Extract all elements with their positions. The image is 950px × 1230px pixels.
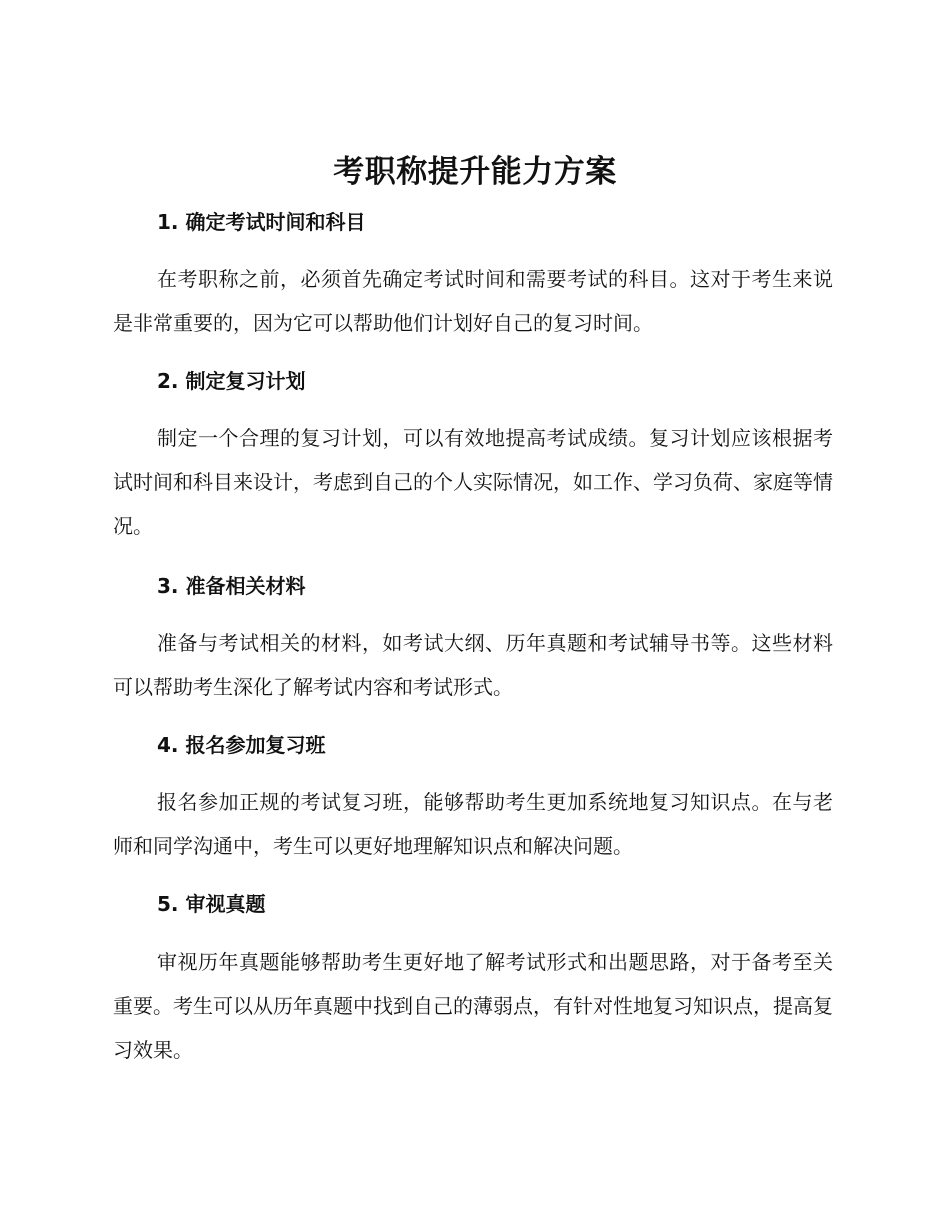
section-heading-2: 2. 制定复习计划	[157, 369, 306, 393]
section-heading-3: 3. 准备相关材料	[157, 574, 306, 598]
section-paragraph-3: 准备与考试相关的材料，如考试大纲、历年真题和考试辅导书等。这些材料可以帮助考生深化了解考试内容和考试形式。	[113, 631, 833, 699]
document-title: 考职称提升能力方案	[333, 154, 617, 190]
section-paragraph-5: 审视历年真题能够帮助考生更好地了解考试形式和出题思路，对于备考至关重要。考生可以从历年真题中找到自己的薄弱点，有针对性地复习知识点，提高复习效果。	[113, 950, 833, 1062]
section-paragraph-1: 在考职称之前，必须首先确定考试时间和需要考试的科目。这对于考生来说是非常重要的，因为它可以帮助他们计划好自己的复习时间。	[113, 267, 833, 335]
section-heading-1: 1. 确定考试时间和科目	[157, 210, 366, 234]
section-paragraph-2: 制定一个合理的复习计划，可以有效地提高考试成绩。复习计划应该根据考试时间和科目来设计，考虑到自己的个人实际情况，如工作、学习负荷、家庭等情况。	[113, 426, 833, 538]
section-paragraph-4: 报名参加正规的考试复习班，能够帮助考生更加系统地复习知识点。在与老师和同学沟通中，考生可以更好地理解知识点和解决问题。	[113, 790, 833, 858]
section-heading-4: 4. 报名参加复习班	[157, 733, 326, 757]
section-heading-5: 5. 审视真题	[157, 892, 266, 916]
